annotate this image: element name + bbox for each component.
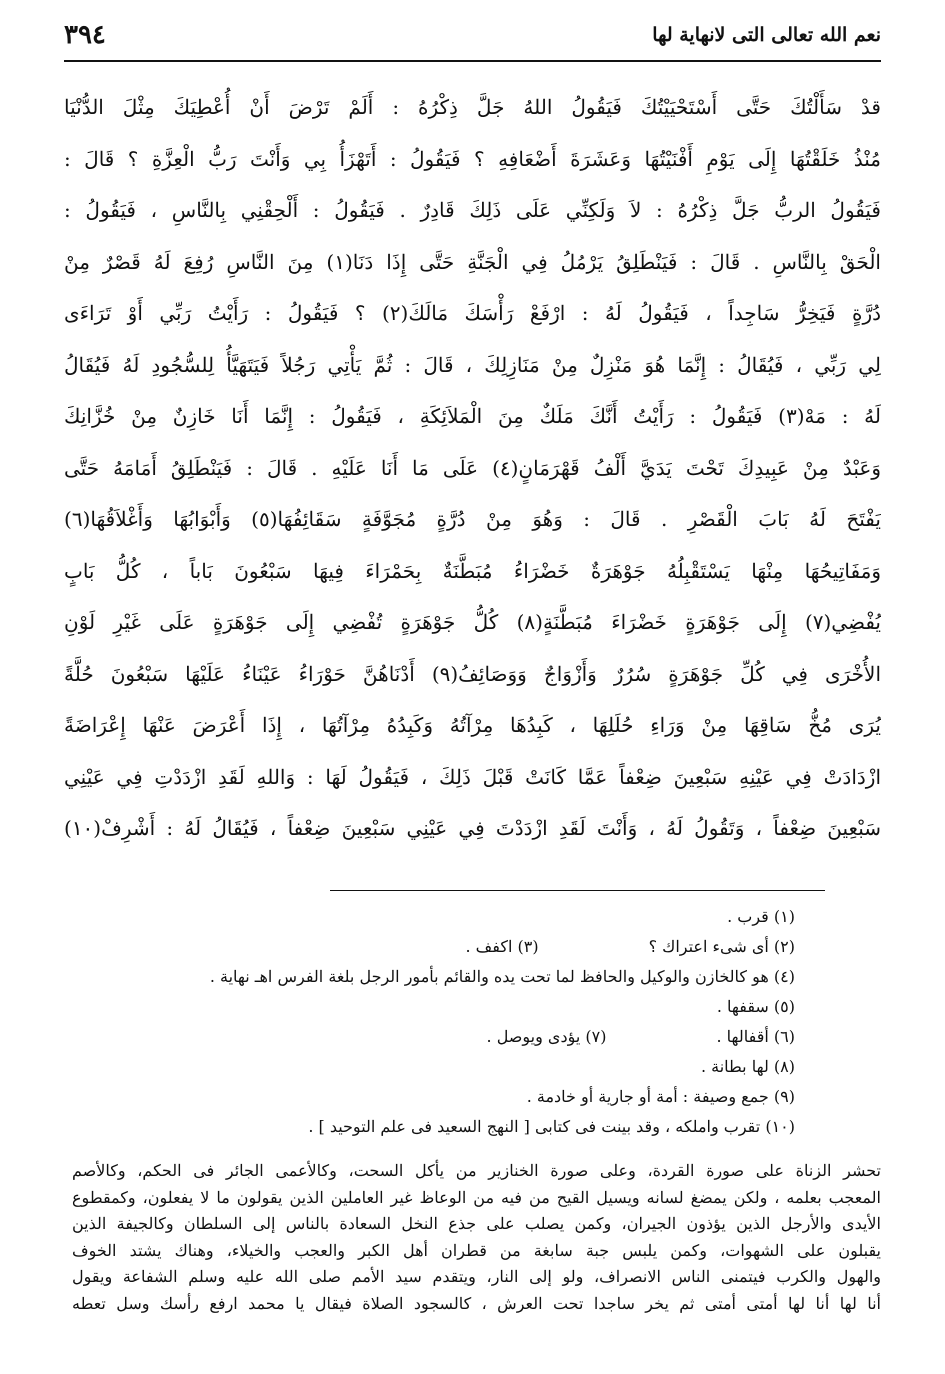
footnote-6: (٦) أقفالها .: [716, 1027, 795, 1046]
text-line: لَهُ : مَهْ(٣) فَيَقُولُ : رَأَيْتُ أَنَّكَ مَلَكٌ مِنَ الْمَلاَئِكَةِ ، فَيَقُولُ : إِنَّمَا أَنَا خَازِنٌ مِنْ خُزَّانِكَ: [64, 404, 881, 428]
footnote-5: (٥) سقفها .: [716, 997, 795, 1016]
commentary-line: المعجب بعلمه ، ولكن يمضغ لسانه ويسيل القيح من فيه من الوعاظ غير العاملين الذين يقولون ما لا يفعلون، وكمقطوع: [72, 1187, 881, 1207]
text-line: يَفْتَحَ لَهُ بَابَ الْقَصْرِ . قَالَ : وَهُوَ مِنْ دُرَّةٍ مُجَوَّفَةٍ سَقَائِفُهَا(٥) وَأَبْوَابُهَا وَأَغْلاَقُهَا(٦): [64, 507, 881, 531]
text-line: لِي رَبِّي ، فَيُقَالُ : إِنَّمَا هُوَ مَنْزِلٌ مِنْ مَنَازِلِكَ ، قَالَ : ثُمَّ يَأْتِي رَجُلاً فَيَتَهَيَّأُ لِلسُّجُودِ لَهُ فَيُقَالُ: [64, 352, 881, 377]
text-line: قدْ سَأَلْتُكَ حَتَّى أَسْتَحْيَيْتُكَ فَيَقُولُ اللهُ جَلَّ ذِكْرُهُ : أَلَمْ تَرْضَ أَنْ أُعْطِيَكَ مِثْلَ الدُّنْيَا: [64, 95, 881, 119]
text-line: وَمَفَاتِيحُهَا مِنْهَا يَسْتَقْبِلُهُ جَوْهَرَةٌ خَضْرَاءُ مُبَطَّنَةٌ بِحَمْرَاءَ فِيهَا سَبْعُونَ بَاباً ، كُلُّ بَابٍ: [64, 558, 881, 583]
footnote-4: (٤) هو كالخازن والوكيل والحافظ لما تحت يده والقائم بأمور الرجل بلغة الفرس اهـ نهاية .: [209, 967, 795, 986]
page-number: ٣٩٤: [64, 20, 106, 50]
footnote-9: (٩) جمع وصيفة : أمة أو جارية أو خادمة .: [526, 1087, 795, 1106]
footnotes: [100, 902, 795, 1142]
footnote-rule: [330, 890, 825, 891]
header-rule: [64, 60, 881, 62]
text-line: فَيَقُولُ الربُّ جَلَّ ذِكْرُهُ : لاَ وَلَكِنِّي عَلَى ذَلِكَ قَادِرٌ . فَيَقُولُ : أَلْحِقْنِي بِالنَّاسِ ، فَيَقُولُ :: [64, 198, 881, 222]
footnote-10: (١٠) تقرب واملكه ، وقد بينت فى كتابى [ النهج السعيد فى علم التوحيد ] .: [308, 1117, 795, 1136]
text-line: ازْدَادَتْ فِي عَيْنِهِ سَبْعِينَ ضِعْفاً عَمَّا كَانَتْ قَبْلَ ذَلِكَ ، فَيَقُولُ لَهَا : وَاللهِ لَقَدِ ازْدَدْتِ فِي عَيْنِي: [64, 764, 881, 789]
commentary-line: الأيدى والأرجل الذين يؤذون الجيران، وكمن يصلب على جذع النخل السعادة بالناس إلى السلطان وكالجيفة الذين: [72, 1214, 881, 1233]
commentary-line: تحشر الزناة على صورة القردة، وعلى صورة الخنازير من يأكل السحت، وكالأعمى الجائر فى الحكم، وكالأصم: [72, 1161, 881, 1180]
commentary-text: [72, 1158, 881, 1317]
footnote-2: (٢) أى شىء اعتراك ؟: [648, 937, 795, 956]
main-text: [64, 82, 881, 855]
text-line: يُفْضِي(٧) إِلَى جَوْهَرَةٍ خَضْرَاءَ مُبَطَّنَةٍ(٨) كُلُّ جَوْهَرَةٍ تُفْضِي إِلَى جَوْهَرَةٍ عَلَى غَيْرِ لَوْنِ: [64, 610, 881, 634]
footnote-7: (٧) يؤدى ويوصل .: [486, 1027, 607, 1046]
footnote-1: (١) قرب .: [727, 907, 795, 926]
text-line: الْحَقْ بِالنَّاسِ . قَالَ : فَيَنْطَلِقُ يَرْمُلُ فِي الْجَنَّةِ حَتَّى إِذَا دَنَا(١) مِنَ النَّاسِ رُفِعَ لَهُ قَصْرٌ مِنْ: [64, 249, 881, 274]
page-header: [64, 16, 881, 54]
commentary-line: والهول والكرب فيتمنى الناس الانصراف، ولو إلى النار، ويتقدم سيد الأمم صلى الله عليه وسلم الشفاعة ويقول: [72, 1267, 881, 1286]
text-line: سَبْعِينَ ضِعْفاً ، وَتَقُولُ لَهُ ، وَأَنْتَ لَقَدِ ازْدَدْتَ فِي عَيْنِي سَبْعِينَ ضِعْفاً ، فَيُقَالُ لَهُ : أَشْرِفْ(١٠): [64, 816, 881, 840]
text-line: يُرَى مُخُّ سَاقِهَا مِنْ وَرَاءِ حُلَلِهَا ، كَبِدُهَا مِرْآتُهُ وَكَبِدُهُ مِرْآتُهَا ، إِذَا أَعْرَضَ عَنْهَا إِعْرَاضَةً: [64, 713, 881, 737]
text-line: وَعَبْدٌ مِنْ عَبِيدِكَ تَحْتَ يَدَيَّ أَلْفُ قَهْرَمَانٍ(٤) عَلَى مَا أَنَا عَلَيْهِ . قَالَ : فَيَنْطَلِقُ أَمَامَهُ حَتَّى: [64, 455, 881, 480]
footnote-3: (٣) اكفف .: [465, 937, 539, 956]
text-line: الأُخْرَى فِي كُلِّ جَوْهَرَةٍ سُرُرٌ وَأَزْوَاجٌ وَوَصَائِفُ(٩) أَدْنَاهُنَّ حَوْرَاءُ عَيْنَاءُ عَلَيْهَا سَبْعُونَ حُلَّةً: [64, 661, 881, 686]
running-title: نعم الله تعالى التى لانهاية لها: [652, 24, 881, 46]
text-line: دُرَّةٍ فَيَخِرُّ سَاجِداً ، فَيَقُولُ لَهُ : ارْفَعْ رَأْسَكَ مَالَكَ(٢) ؟ فَيَقُولُ : رَأَيْتُ رَبِّي أَوْ تَرَاءَى: [64, 301, 881, 325]
commentary-line: يقبلون على الشهوات، وكمن يلبس جبة سابغة من قطران أهل الكبر والعجب والخيلاء، وهناك يشتد الخوف: [72, 1240, 881, 1260]
commentary-line: أنا لها أنا لها أمتى أمتى ثم يخر ساجدا تحت العرش ، كالسجود الصلاة فيقال يا محمد ارفع رأسك وسل تعطه: [72, 1293, 881, 1313]
text-line: مُنْذُ خَلَقْتُهَا إِلَى يَوْمِ أَفْنَيْتُهَا وَعَشَرَةَ أَضْعَافِهِ ؟ فَيَقُولُ : أَتَهْزَأُ بِي وَأَنْتَ رَبُّ الْعِزَّةِ ؟ قَالَ :: [64, 146, 881, 171]
footnote-8: (٨) لها بطانة .: [700, 1057, 795, 1076]
